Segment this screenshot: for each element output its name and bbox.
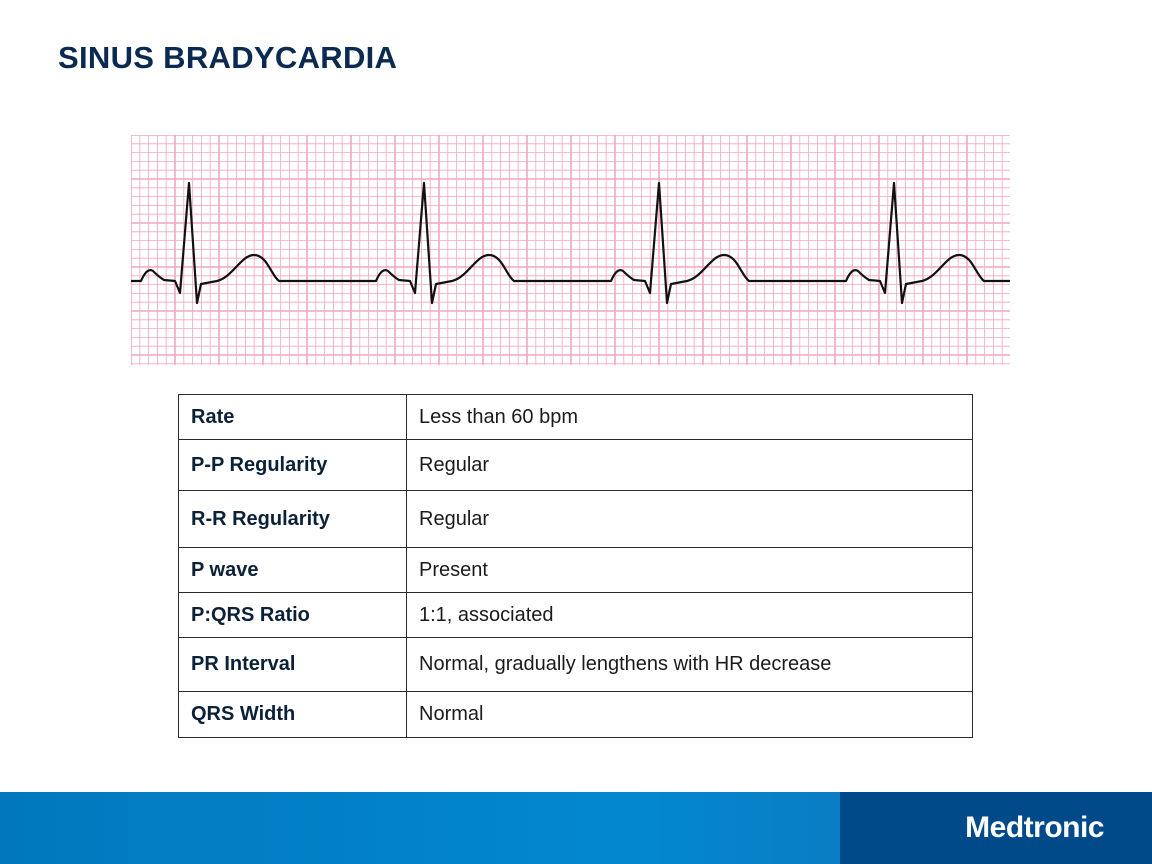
brand-logo: Medtronic: [965, 811, 1104, 844]
row-value: Normal: [407, 692, 973, 738]
row-value: Regular: [407, 440, 973, 491]
ecg-grid: [131, 135, 1010, 365]
row-label: P wave: [179, 548, 407, 593]
footer-brand-panel: [840, 792, 1152, 864]
table-row: [179, 692, 973, 738]
table-row: [179, 440, 973, 491]
row-label: QRS Width: [179, 692, 407, 738]
row-label: R-R Regularity: [179, 491, 407, 548]
rhythm-criteria-table: [178, 394, 973, 738]
row-value: Normal, gradually lengthens with HR decrease: [407, 638, 973, 692]
row-label: PR Interval: [179, 638, 407, 692]
row-label: P-P Regularity: [179, 440, 407, 491]
table-row: [179, 638, 973, 692]
table-row: [179, 593, 973, 638]
table-row: [179, 548, 973, 593]
table-row: [179, 395, 973, 440]
row-value: Regular: [407, 491, 973, 548]
table-row: [179, 491, 973, 548]
row-value: Less than 60 bpm: [407, 395, 973, 440]
row-label: Rate: [179, 395, 407, 440]
slide-title: SINUS BRADYCARDIA: [58, 40, 398, 75]
row-value: 1:1, associated: [407, 593, 973, 638]
row-value: Present: [407, 548, 973, 593]
ecg-strip: [131, 135, 1010, 365]
row-label: P:QRS Ratio: [179, 593, 407, 638]
